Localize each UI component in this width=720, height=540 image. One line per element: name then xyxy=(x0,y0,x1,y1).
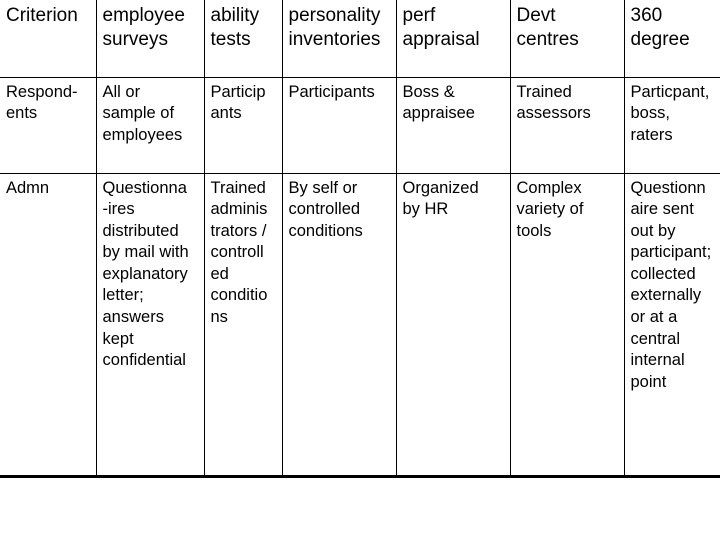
table-cell: Boss & appraisee xyxy=(396,77,510,173)
table-cell: Trained assessors xyxy=(510,77,624,173)
table-cell: Questionn aire sent out by participant; collected externally or at a central internal point xyxy=(624,173,720,476)
table-cell: Particpant, boss, raters xyxy=(624,77,720,173)
table-row-respondents xyxy=(0,77,720,173)
header-devt-centres: Devt centres xyxy=(510,0,624,77)
header-ability-tests: ability tests xyxy=(204,0,282,77)
table-row-admn xyxy=(0,173,720,476)
header-row xyxy=(0,0,720,77)
table-cell: Organized by HR xyxy=(396,173,510,476)
table-cell: All or sample of employees xyxy=(96,77,204,173)
header-perf-appraisal: perf appraisal xyxy=(396,0,510,77)
header-criterion: Criterion xyxy=(0,0,96,77)
table-cell: Trained adminis trators / controll ed conditio ns xyxy=(204,173,282,476)
header-personality-inventories: personality inventories xyxy=(282,0,396,77)
header-360-degree: 360 degree xyxy=(624,0,720,77)
table-cell: By self or controlled conditions xyxy=(282,173,396,476)
table-cell: Questionna -ires distributed by mail with explanatory letter; answers kept confidential xyxy=(96,173,204,476)
row-label-admn: Admn xyxy=(0,173,96,476)
table-cell: Particip ants xyxy=(204,77,282,173)
table-cell: Participants xyxy=(282,77,396,173)
row-label-respondents: Respond- ents xyxy=(0,77,96,173)
table-cell: Complex variety of tools xyxy=(510,173,624,476)
header-employee-surveys: employee surveys xyxy=(96,0,204,77)
